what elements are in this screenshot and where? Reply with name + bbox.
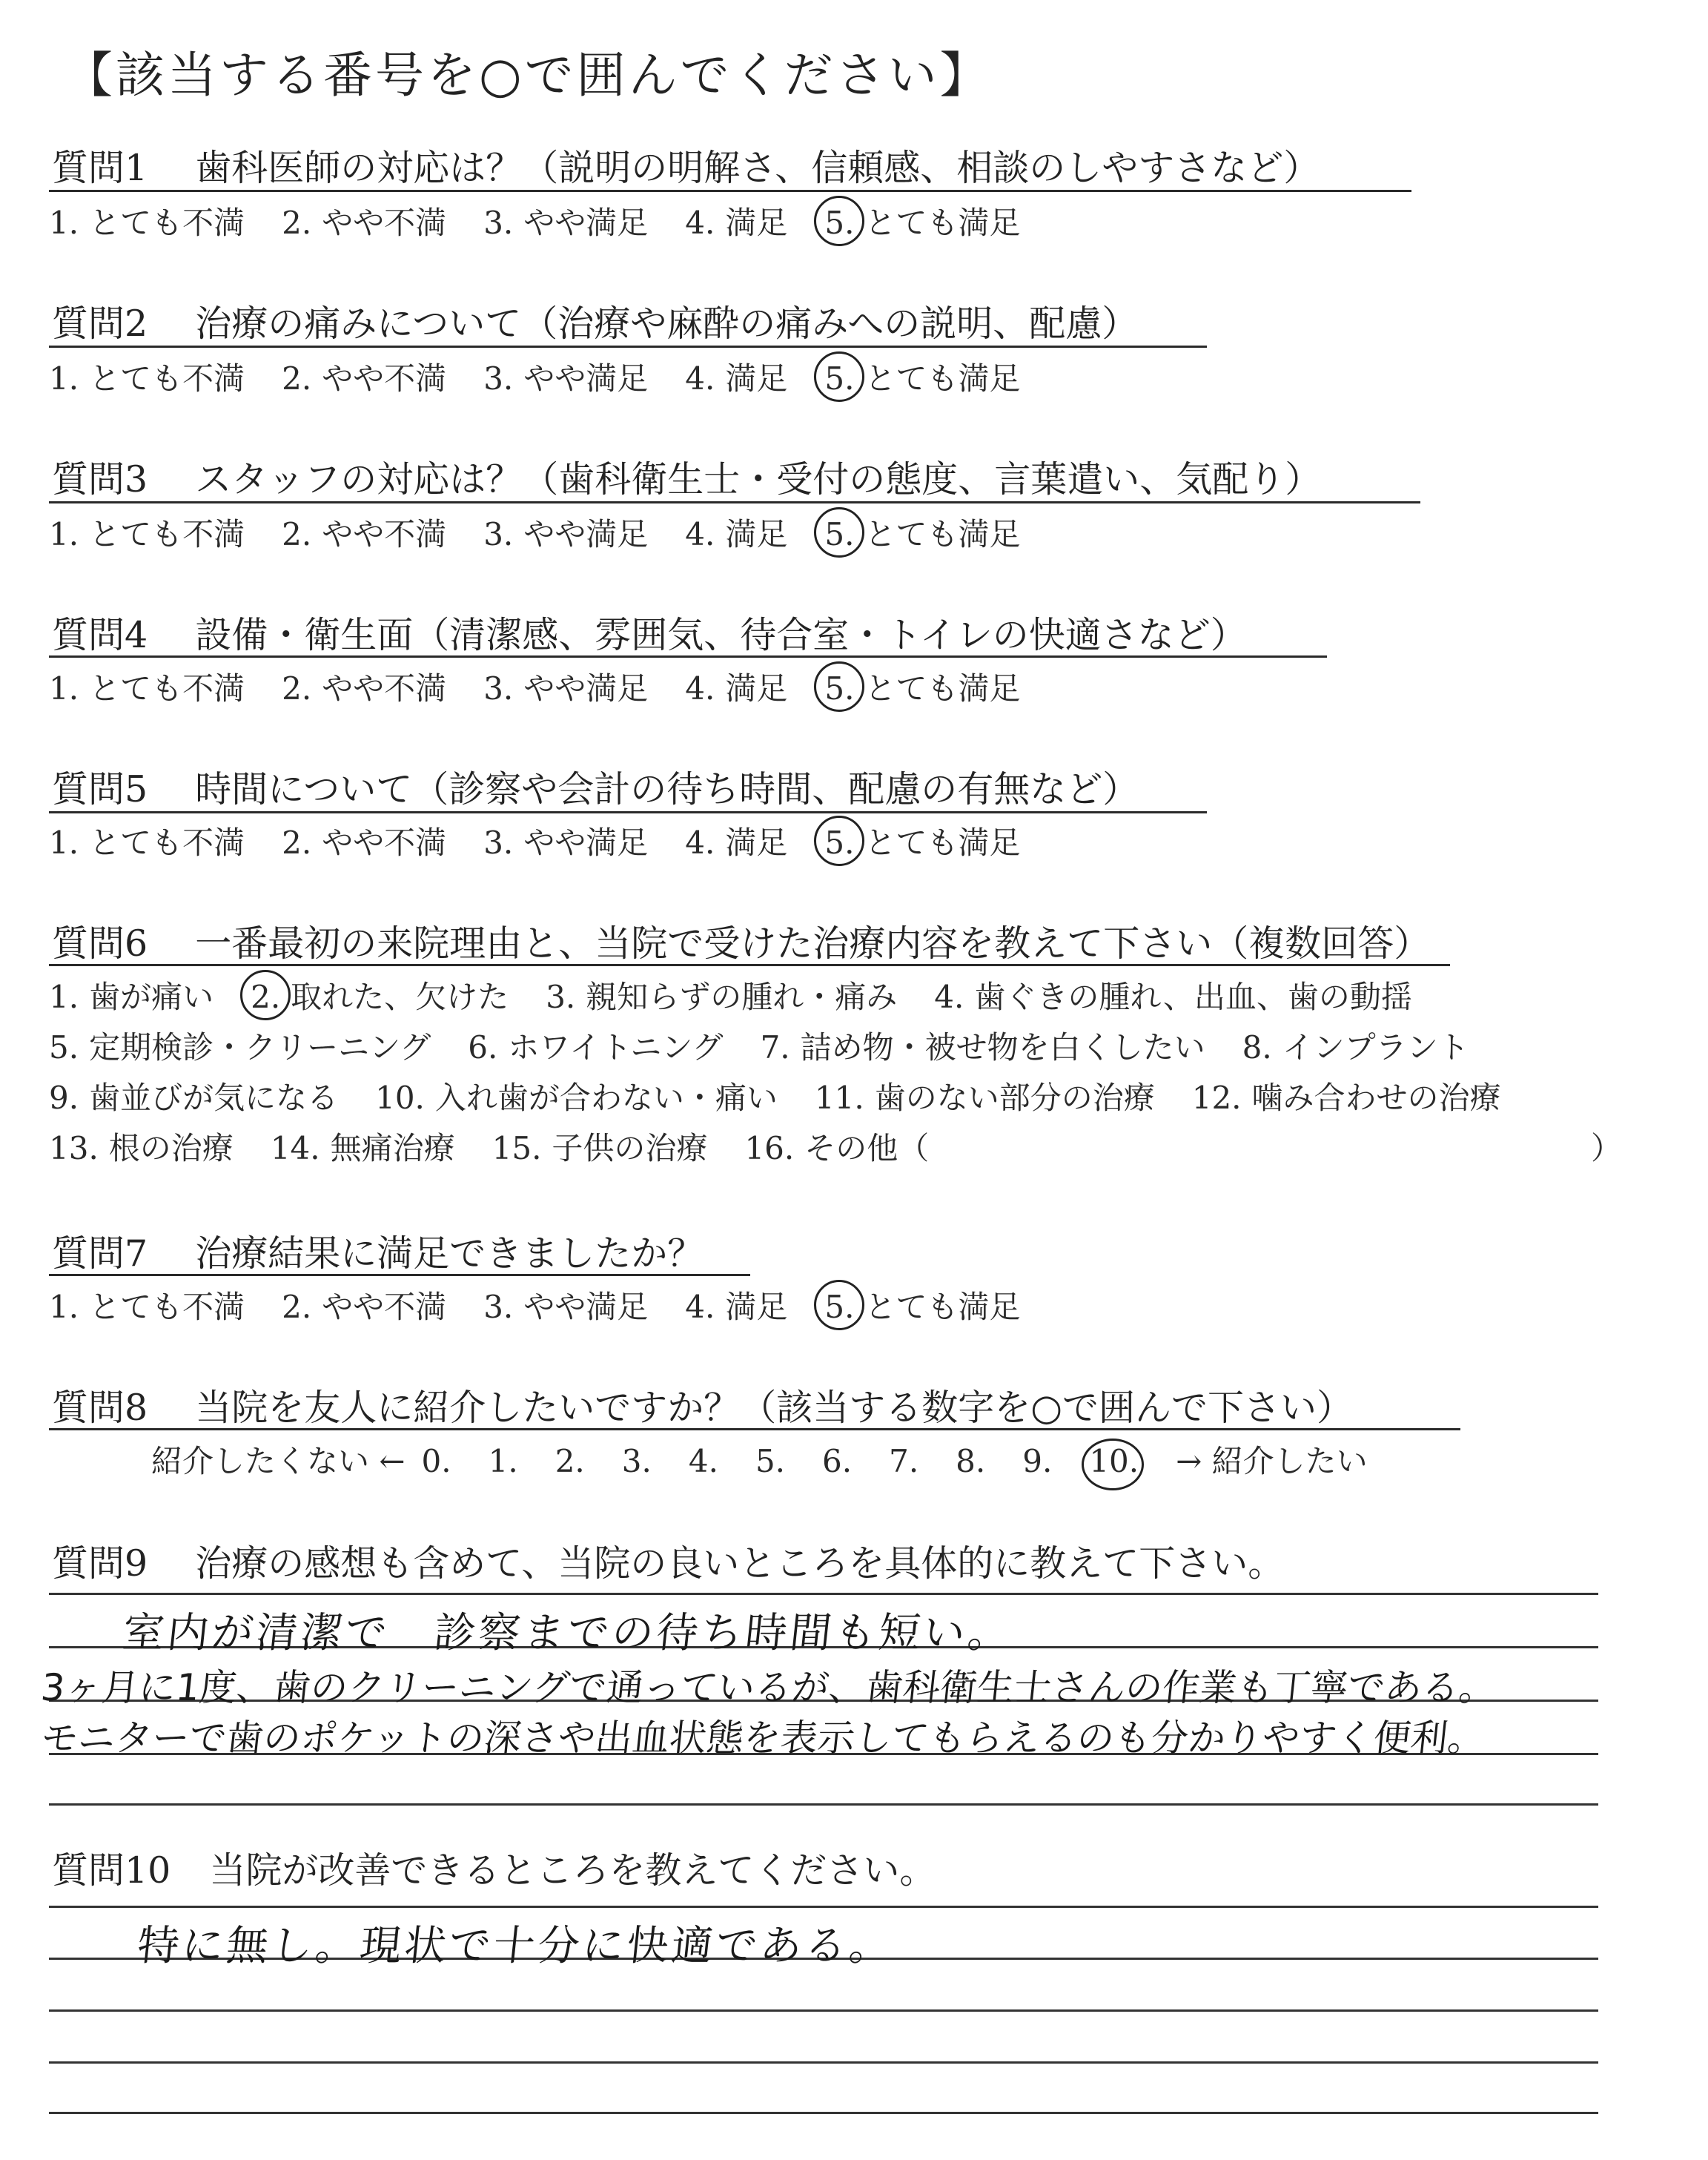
q5-option-1[interactable]: 1. とても不満 [49, 825, 245, 861]
question-3-underline [49, 501, 1420, 503]
question-7-label: 質問7 [52, 1232, 148, 1275]
q5-option-5-selected[interactable]: 5. とても満足 [824, 825, 1021, 861]
q6-option-16[interactable]: 16. その他（ [744, 1130, 930, 1166]
question-5-underline [49, 811, 1207, 813]
question-6-options-row-4 [49, 1124, 966, 1169]
q6-option-1[interactable]: 1. 歯が痛い [49, 979, 214, 1015]
q1-option-3[interactable]: 3. やや満足 [483, 205, 649, 241]
question-1-options [49, 199, 1057, 243]
question-3-text: スタッフの対応は？（歯科衛生士・受付の態度、言葉遣い、気配り） [195, 458, 1322, 501]
q6-option-5[interactable]: 5. 定期検診・クリーニング [49, 1029, 431, 1066]
question-5-heading [52, 761, 1139, 813]
q9-handwritten-answer-2: 3ヶ月に1度、歯のクリーニングで通っているが、歯科衛生士さんの作業も丁寧である。 [39, 1666, 1499, 1709]
question-8-scale [151, 1437, 1384, 1482]
q2-option-2[interactable]: 2. やや不満 [282, 360, 447, 397]
q1-option-1[interactable]: 1. とても不満 [49, 205, 245, 241]
question-3-label: 質問3 [52, 458, 148, 501]
question-9-heading [52, 1535, 1284, 1587]
q6-option-6[interactable]: 6. ホワイトニング [468, 1029, 724, 1066]
answer-line [49, 1593, 1598, 1595]
question-4-underline [49, 655, 1327, 658]
q1-option-5-selected[interactable]: 5. とても満足 [824, 205, 1021, 241]
question-6-options-row-2 [49, 1023, 1506, 1068]
question-10-text: 当院が改善できるところを教えてください。 [209, 1849, 936, 1892]
question-8-text: 当院を友人に紹介したいですか？（該当する数字を○で囲んで下さい） [195, 1387, 1353, 1429]
question-4-label: 質問4 [52, 614, 148, 656]
q1-option-2[interactable]: 2. やや不満 [282, 205, 447, 241]
question-6-text: 一番最初の来院理由と、当院で受けた治療内容を教えて下さい（複数回答） [195, 922, 1431, 965]
q4-option-5-selected[interactable]: 5. とても満足 [824, 670, 1021, 707]
q4-option-4[interactable]: 4. 満足 [685, 670, 788, 707]
q6-option-14[interactable]: 14. 無痛治療 [270, 1130, 455, 1166]
q7-option-3[interactable]: 3. やや満足 [483, 1289, 649, 1325]
q9-handwritten-answer-1: 室内が清潔で 診察までの待ち時間も短い。 [120, 1609, 1015, 1657]
q3-option-2[interactable]: 2. やや不満 [282, 516, 447, 552]
q7-option-1[interactable]: 1. とても不満 [49, 1289, 245, 1325]
q5-option-4[interactable]: 4. 満足 [685, 825, 788, 861]
question-9-text: 治療の感想も含めて、当院の良いところを具体的に教えて下さい。 [195, 1542, 1285, 1585]
q6-option-15[interactable]: 15. 子供の治療 [491, 1130, 708, 1166]
q3-option-4[interactable]: 4. 満足 [685, 516, 788, 552]
question-2-underline [49, 346, 1207, 348]
question-6-label: 質問6 [52, 922, 148, 965]
q7-option-2[interactable]: 2. やや不満 [282, 1289, 447, 1325]
q2-option-5-selected[interactable]: 5. とても満足 [824, 360, 1021, 397]
answer-line [49, 1906, 1598, 1908]
q6-other-close-paren: ） [1591, 1130, 1623, 1166]
q6-option-10[interactable]: 10. 入れ歯が合わない・痛い [375, 1080, 778, 1116]
q8-score-8[interactable]: 8. [956, 1443, 986, 1479]
q5-option-3[interactable]: 3. やや満足 [483, 825, 649, 861]
question-6-heading [52, 915, 1430, 967]
q8-score-6[interactable]: 6. [822, 1443, 853, 1479]
question-3-options [49, 510, 1057, 555]
q6-option-2-selected[interactable]: 2. 取れた、欠けた [251, 979, 509, 1015]
question-2-text: 治療の痛みについて（治療や麻酔の痛みへの説明、配慮） [195, 303, 1139, 345]
question-1-label: 質問1 [52, 147, 148, 189]
q8-score-10-selected[interactable]: 10. [1089, 1443, 1139, 1479]
q6-option-8[interactable]: 8. インプラント [1242, 1029, 1469, 1066]
q7-option-5-selected[interactable]: 5. とても満足 [824, 1289, 1021, 1325]
q2-option-4[interactable]: 4. 満足 [685, 360, 788, 397]
form-title: 【該当する番号を○で囲んでください】 [64, 47, 992, 104]
question-1-text: 歯科医師の対応は？（説明の明解さ、信頼感、相談のしやすさなど） [195, 147, 1320, 189]
question-6-options-row-1 [49, 973, 1449, 1017]
q8-right-label: → 紹介したい [1176, 1443, 1368, 1479]
question-8-underline [49, 1428, 1460, 1430]
question-4-options [49, 664, 1057, 709]
q6-option-11[interactable]: 11. 歯のない部分の治療 [814, 1080, 1155, 1116]
q8-score-5[interactable]: 5. [755, 1443, 786, 1479]
q4-option-1[interactable]: 1. とても不満 [49, 670, 245, 707]
q8-score-0[interactable]: 0. [421, 1443, 451, 1479]
q3-option-5-selected[interactable]: 5. とても満足 [824, 516, 1021, 552]
q8-score-4[interactable]: 4. [688, 1443, 718, 1479]
q6-option-4[interactable]: 4. 歯ぐきの腫れ、出血、歯の動揺 [934, 979, 1412, 1015]
question-4-text: 設備・衛生面（清潔感、雰囲気、待合室・トイレの快適さなど） [195, 614, 1247, 656]
question-1-heading [52, 139, 1320, 191]
question-5-options [49, 819, 1057, 863]
question-3-heading [52, 451, 1321, 503]
q8-score-9[interactable]: 9. [1022, 1443, 1053, 1479]
question-7-options [49, 1283, 1057, 1327]
question-6-underline [49, 964, 1450, 966]
question-5-label: 質問5 [52, 768, 148, 810]
q7-option-4[interactable]: 4. 満足 [685, 1289, 788, 1325]
q2-option-1[interactable]: 1. とても不満 [49, 360, 245, 397]
q8-left-label: 紹介したくない ← [151, 1443, 406, 1479]
q8-score-7[interactable]: 7. [889, 1443, 919, 1479]
question-7-underline [49, 1274, 750, 1276]
question-10-label: 質問10 [52, 1849, 171, 1892]
question-10-heading [52, 1842, 936, 1894]
q6-option-3[interactable]: 3. 親知らずの腫れ・痛み [546, 979, 898, 1015]
question-8-heading [52, 1379, 1353, 1431]
q6-option-12[interactable]: 12. 噛み合わせの治療 [1191, 1080, 1501, 1116]
q4-option-2[interactable]: 2. やや不満 [282, 670, 447, 707]
question-9-label: 質問9 [52, 1542, 148, 1585]
answer-line [49, 2112, 1598, 2114]
q6-option-13[interactable]: 13. 根の治療 [49, 1130, 234, 1166]
question-6-options-row-3 [49, 1074, 1538, 1118]
answer-line [49, 2009, 1598, 2012]
question-7-heading [52, 1225, 704, 1277]
q9-handwritten-answer-3: モニターで歯のポケットの深さや出血状態を表示してもらえるのも分かりやすく便利。 [39, 1717, 1488, 1760]
answer-line [49, 1803, 1598, 1806]
q10-handwritten-answer: 特に無し。現状で十分に快適である。 [135, 1922, 896, 1970]
question-1-underline [49, 190, 1411, 192]
answer-line [49, 2061, 1598, 2064]
q3-option-3[interactable]: 3. やや満足 [483, 516, 649, 552]
q2-option-3[interactable]: 3. やや満足 [483, 360, 649, 397]
q4-option-3[interactable]: 3. やや満足 [483, 670, 649, 707]
q5-option-2[interactable]: 2. やや不満 [282, 825, 447, 861]
question-2-heading [52, 295, 1138, 347]
question-2-options [49, 354, 1057, 399]
question-5-text: 時間について（診察や会計の待ち時間、配慮の有無など） [195, 768, 1139, 810]
q8-score-3[interactable]: 3. [621, 1443, 652, 1479]
question-2-label: 質問2 [52, 303, 148, 345]
q6-option-7[interactable]: 7. 詰め物・被せ物を白くしたい [760, 1029, 1205, 1066]
question-7-text: 治療結果に満足できましたか？ [195, 1232, 704, 1275]
q8-score-1[interactable]: 1. [488, 1443, 518, 1479]
question-8-label: 質問8 [52, 1387, 148, 1429]
question-4-heading [52, 607, 1247, 658]
q8-score-2[interactable]: 2. [555, 1443, 585, 1479]
q6-option-9[interactable]: 9. 歯並びが気になる [49, 1080, 339, 1116]
q1-option-4[interactable]: 4. 満足 [685, 205, 788, 241]
q3-option-1[interactable]: 1. とても不満 [49, 516, 245, 552]
